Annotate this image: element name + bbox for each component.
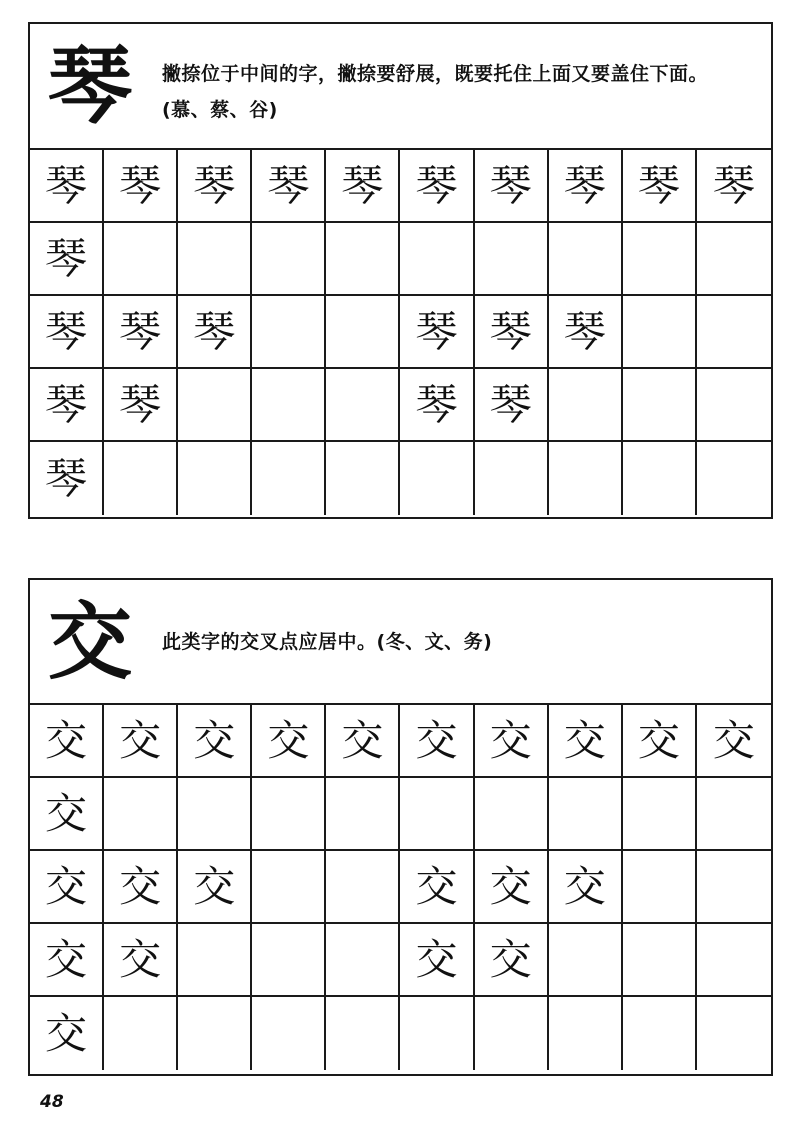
grid-cell: [623, 851, 697, 924]
grid-cell: [326, 369, 400, 442]
grid-cell: [697, 851, 771, 924]
grid-cell: 琴: [178, 150, 252, 223]
grid-cell: [178, 778, 252, 851]
grid-cell: 交: [30, 778, 104, 851]
grid-cell: 交: [104, 924, 178, 997]
grid-cell: 交: [30, 997, 104, 1070]
grid-cell: 琴: [30, 369, 104, 442]
grid-cell: 交: [30, 851, 104, 924]
model-character: 琴: [48, 36, 133, 135]
grid-cell: [549, 924, 623, 997]
grid-cell: [178, 924, 252, 997]
grid-cell: 琴: [326, 150, 400, 223]
grid-cell: [104, 997, 178, 1070]
section-header: [30, 580, 771, 705]
practice-section-jiao: [28, 578, 773, 1076]
grid-cell: 琴: [104, 296, 178, 369]
grid-cell: [326, 851, 400, 924]
grid-cell: [104, 223, 178, 296]
grid-cell: [400, 778, 474, 851]
grid-cell: [326, 223, 400, 296]
grid-cell: [252, 997, 326, 1070]
grid-cell: 交: [104, 705, 178, 778]
grid-cell: 交: [30, 924, 104, 997]
grid-cell: [475, 223, 549, 296]
grid-cell: 交: [549, 705, 623, 778]
section-header: [30, 24, 771, 150]
grid-cell: [326, 296, 400, 369]
grid-cell: [697, 997, 771, 1070]
grid-cell: 琴: [549, 296, 623, 369]
grid-cell: 交: [326, 705, 400, 778]
grid-cell: 琴: [30, 223, 104, 296]
grid-cell: 交: [475, 851, 549, 924]
grid-cell: [623, 296, 697, 369]
grid-cell: 交: [104, 851, 178, 924]
grid-cell: [697, 778, 771, 851]
grid-cell: [697, 369, 771, 442]
grid-cell: [252, 851, 326, 924]
model-character: 交: [48, 591, 133, 691]
grid-cell: 交: [549, 851, 623, 924]
grid-cell: 琴: [623, 150, 697, 223]
grid-cell: [326, 778, 400, 851]
grid-cell: 琴: [475, 150, 549, 223]
grid-cell: [697, 442, 771, 515]
grid-cell: 琴: [697, 150, 771, 223]
grid-cell: [252, 778, 326, 851]
grid-cell: [104, 778, 178, 851]
page-number: 48: [40, 1092, 64, 1112]
grid-cell: [549, 223, 623, 296]
grid-cell: 琴: [30, 150, 104, 223]
grid-cell: 交: [178, 705, 252, 778]
grid-cell: 琴: [400, 296, 474, 369]
practice-section-qin: [28, 22, 773, 519]
grid-cell: [400, 997, 474, 1070]
grid-cell: [475, 997, 549, 1070]
grid-cell: [326, 924, 400, 997]
grid-cell: [623, 997, 697, 1070]
grid-cell: [623, 223, 697, 296]
grid-cell: 交: [400, 851, 474, 924]
grid-cell: [252, 442, 326, 515]
grid-cell: [252, 223, 326, 296]
grid-cell: [549, 997, 623, 1070]
grid-cell: 琴: [178, 296, 252, 369]
grid-cell: [549, 369, 623, 442]
grid-cell: 琴: [549, 150, 623, 223]
grid-cell: [475, 778, 549, 851]
grid-cell: [178, 369, 252, 442]
grid-cell: [104, 442, 178, 515]
grid-cell: [252, 924, 326, 997]
grid-cell: [178, 997, 252, 1070]
grid-cell: [697, 296, 771, 369]
grid-cell: [475, 442, 549, 515]
grid-cell: 交: [178, 851, 252, 924]
grid-cell: [400, 223, 474, 296]
grid-cell: 交: [475, 705, 549, 778]
grid-cell: 交: [400, 705, 474, 778]
grid-cell: [697, 223, 771, 296]
grid-cell: 交: [623, 705, 697, 778]
grid-cell: [549, 778, 623, 851]
grid-cell: [252, 369, 326, 442]
grid-cell: [697, 924, 771, 997]
grid-cell: 交: [30, 705, 104, 778]
grid-cell: 琴: [30, 296, 104, 369]
grid-cell: [178, 223, 252, 296]
grid-cell: 琴: [475, 296, 549, 369]
grid-cell: [549, 442, 623, 515]
grid-cell: [623, 442, 697, 515]
grid-cell: 琴: [252, 150, 326, 223]
rule-text: 撇捺位于中间的字，撇捺要舒展，既要托住上面又要盖住下面。(慕、蔡、谷): [162, 63, 709, 121]
grid-cell: 琴: [104, 150, 178, 223]
grid-cell: [623, 778, 697, 851]
grid-cell: 琴: [400, 150, 474, 223]
practice-grid: [30, 150, 771, 515]
grid-cell: 琴: [104, 369, 178, 442]
grid-cell: 交: [252, 705, 326, 778]
rule-text: 此类字的交叉点应居中。(冬、文、务): [162, 631, 493, 653]
grid-cell: [623, 369, 697, 442]
grid-cell: 琴: [400, 369, 474, 442]
grid-cell: 交: [697, 705, 771, 778]
grid-cell: [623, 924, 697, 997]
grid-cell: 琴: [475, 369, 549, 442]
grid-cell: 琴: [30, 442, 104, 515]
practice-grid: [30, 705, 771, 1070]
grid-cell: 交: [400, 924, 474, 997]
grid-cell: [252, 296, 326, 369]
grid-cell: [326, 442, 400, 515]
grid-cell: [326, 997, 400, 1070]
grid-cell: [178, 442, 252, 515]
grid-cell: 交: [475, 924, 549, 997]
grid-cell: [400, 442, 474, 515]
